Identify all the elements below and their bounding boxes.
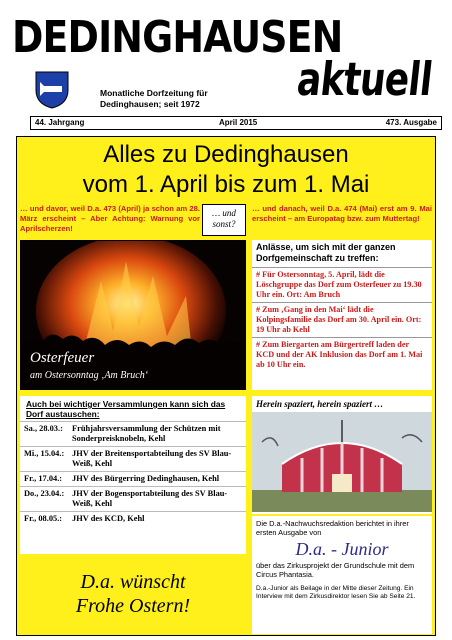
intro-left: … und davor, weil D.a. 473 (April) ja schon am 28. März erscheint – Aber Achtung: Warnung vor Aprilscherzen! <box>20 204 200 233</box>
versammlung-text: Frühjahrsversammlung der Schützen mit Sonderpreisknobeln, Kehl <box>72 424 221 443</box>
herein-heading: Herein spaziert, herein spaziert … <box>256 399 384 409</box>
versammlung-text: JHV des KCD, Kehl <box>72 514 145 523</box>
subtitle-line-1: Monatliche Dorfzeitung für <box>100 88 208 98</box>
versammlung-date: Sa., 28.03.: <box>24 424 63 433</box>
page-headline <box>20 140 432 200</box>
anlaesse-item: # Zum Biergarten am Bürgertreff laden der KCD und der AK Inklusion das Dorf am 1. Mai ab 10 Uhr ein. <box>252 337 432 372</box>
anlaesse-item: # Für Ostersonntag, 5. April, lädt die Löschgruppe das Dorf zum Osterfeuer zu 19.30 Uhr ein. Ort: Am Bruch <box>252 267 432 302</box>
junior-logo: D.a. - Junior <box>295 539 389 559</box>
headline-line-1: Alles zu Dedinghausen <box>103 141 349 168</box>
herein-box <box>252 396 432 514</box>
und-sonst-line-2: sonst? <box>212 219 236 229</box>
headline-line-2: vom 1. April bis zum 1. Mai <box>82 171 370 198</box>
masthead-title: DEDINGHAUSEN <box>12 12 343 63</box>
versammlung-row <box>20 421 246 446</box>
versammlungen-box <box>20 396 246 554</box>
photo-caption-sub: am Ostersonntag ‚Am Bruch‘ <box>30 370 149 381</box>
issue-month: April 2015 <box>219 118 258 127</box>
issue-ausgabe: 473. Ausgabe <box>385 118 437 127</box>
bonfire-image <box>21 241 246 390</box>
issue-bar <box>30 116 442 130</box>
versammlung-row <box>20 486 246 511</box>
versammlung-text: JHV der Breitensportabteilung des SV Blau-Weiß, Kehl <box>72 449 232 468</box>
und-sonst-box <box>202 204 246 236</box>
versammlung-date: Mi., 15.04.: <box>24 449 65 458</box>
junior-box <box>252 516 432 634</box>
intro-right: … und danach, weil D.a. 474 (Mai) erst am 9. Mai erscheint – am Europatag bzw. zum Muttertag! <box>252 204 432 223</box>
versammlung-text: JHV des Bürgerring Dedinghausen, Kehl <box>72 474 220 483</box>
circus-tent-image <box>252 412 432 512</box>
versammlung-row <box>20 511 246 526</box>
versammlung-row <box>20 446 246 471</box>
versammlung-date: Fr., 17.04.: <box>24 474 63 483</box>
ostern-greeting <box>20 560 246 632</box>
versammlung-date: Fr., 08.05.: <box>24 514 63 523</box>
versammlung-date: Do., 23.04.: <box>24 489 65 498</box>
und-sonst-line-1: … und <box>212 208 236 218</box>
versammlungen-heading: Auch bei wichtiger Versammlungen kann sich das Dorf austauschen: <box>26 399 226 419</box>
junior-intro: Die D.a.-Nachwuchsredaktion berichtet in ihrer ersten Ausgabe von <box>256 519 409 537</box>
issue-jahrgang: 44. Jahrgang <box>35 118 85 127</box>
anlaesse-box <box>252 240 432 390</box>
junior-note: D.a.-Junior als Beilage in der Mitte dieser Zeitung. Ein Interview mit dem Zirkusdirektor lesen Sie ab Seite 21. <box>256 585 416 600</box>
masthead-aktuell: aktuell <box>294 52 435 106</box>
osterfeuer-photo <box>20 240 246 390</box>
masthead-subtitle <box>100 88 260 110</box>
ostern-line-1: D.a. wünscht <box>80 571 186 593</box>
coat-of-arms-icon <box>34 70 70 110</box>
anlaesse-heading: Anlässe, um sich mit der ganzen Dorfgemeinschaft zu treffen: <box>256 242 396 263</box>
ostern-line-2: Frohe Ostern! <box>75 595 191 617</box>
junior-text: über das Zirkusprojekt der Grundschule mit dem Circus Phantasia. <box>256 561 415 579</box>
versammlung-text: JHV der Bogensportabteilung des SV Blau-Weiß, Kehl <box>72 489 228 508</box>
anlaesse-item: # Zum ‚Gang in den Mai‘ lädt die Kolpingsfamilie das Dorf am 30. April ein. Ort: 19 Uhr ab Kehl <box>252 302 432 337</box>
versammlung-row <box>20 471 246 486</box>
photo-caption-title: Osterfeuer <box>30 350 95 366</box>
subtitle-line-2: Dedinghausen; seit 1972 <box>100 99 200 109</box>
